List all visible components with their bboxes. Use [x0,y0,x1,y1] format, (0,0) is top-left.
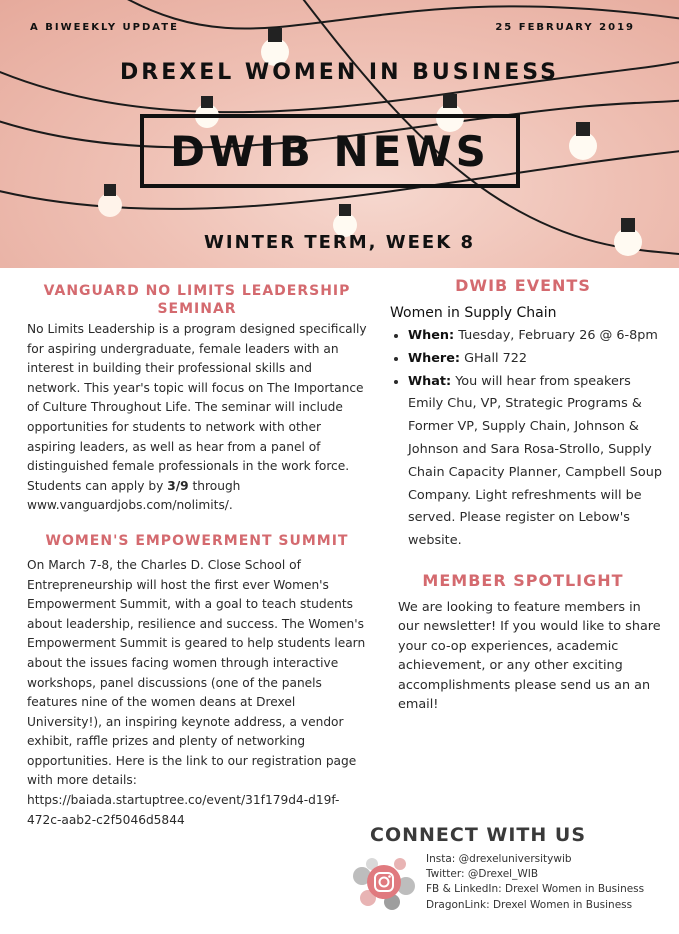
event-when: • When: Tuesday, February 26 @ 6-8pm [408,325,662,348]
twitter-handle[interactable]: Twitter: @Drexel_WIB [426,868,539,881]
term-label: WINTER TERM, WEEK 8 [204,232,475,253]
event-details [384,325,662,553]
facebook-linkedin-handle[interactable]: FB & LinkedIn: Drexel Women in Business [426,883,645,896]
newsletter-title-box [140,114,520,188]
event-where: • Where: GHall 722 [408,348,662,371]
vanguard-description: No Limits Leadership is a program designed specifically for aspiring undergraduate, female leaders with an interest in building their professional skills and network. This year's topic will focus on The Importance of Culture Throughout Life. The seminar will include opportunities for students to network with other aspiring leaders, as well as hear from a panel of distinguished female professionals in the work force. Students can apply by [27,322,367,493]
summit-body: On March 7-8, the Charles D. Close School of Entrepreneurship will host the first ever Women's Empowerment Summit, with a goal to teach students about leadership, resilience and success. The Women's Empowerment Summit is geared to help students learn about the issues facing women through interactive workshops, panel discussions (one of the panels features nine of the women deans at Drexel University!), an inspiring keynote address, a vendor exhibit, raffle prizes and plenty of networking opportunities. Here is the link to our registration page with more details: https://baiada.startuptree.co/event/31f179d4-d19f-472c-aab2-c2f5046d5844 [27,557,366,827]
vanguard-body [27,320,367,516]
events-title: DWIB EVENTS [455,276,591,295]
spotlight-body: We are looking to feature members in our newsletter! If you would like to share your co-op experiences, academic achievement, or any other exciting accomplishments please send us an an email! [398,599,661,712]
newsletter-title: DWIB NEWS [170,126,490,176]
spotlight-title: MEMBER SPOTLIGHT [422,570,624,590]
vanguard-title: VANGUARD NO LIMITS LEADERSHIP SEMINAR [43,283,351,317]
connect-title: CONNECT WITH US [370,824,587,846]
left-column [27,282,367,830]
social-links [426,852,644,913]
event-name: Women in Supply Chain [390,305,557,321]
vanguard-deadline: 3/9 [167,478,189,493]
summit-title: WOMEN'S EMPOWERMENT SUMMIT [45,532,349,549]
vanguard-link[interactable]: through www.vanguardjobs.com/nolimits/. [27,478,241,513]
header-banner [0,0,679,268]
event-what: • What: You will hear from speakers Emily Chu, VP, Strategic Programs & Former VP, Supply Chain, Johnson & Johnson and Sara Rosa-Strollo, Supply Chain Capacity Planner, Campbell Soup Company. Light refreshments will be served. Please register on Lebow's website. [408,371,662,553]
instagram-handle[interactable]: Insta: @drexeluniversitywib [426,853,572,865]
right-column [384,276,662,714]
newsletter-tagline: A BIWEEKLY UPDATE [30,22,179,33]
organization-name: DREXEL WOMEN IN BUSINESS [120,60,559,85]
dragonlink-handle[interactable]: DragonLink: Drexel Women in Business [426,898,633,911]
instagram-icon[interactable] [348,852,418,912]
newsletter-date: 25 FEBRUARY 2019 [495,22,635,33]
